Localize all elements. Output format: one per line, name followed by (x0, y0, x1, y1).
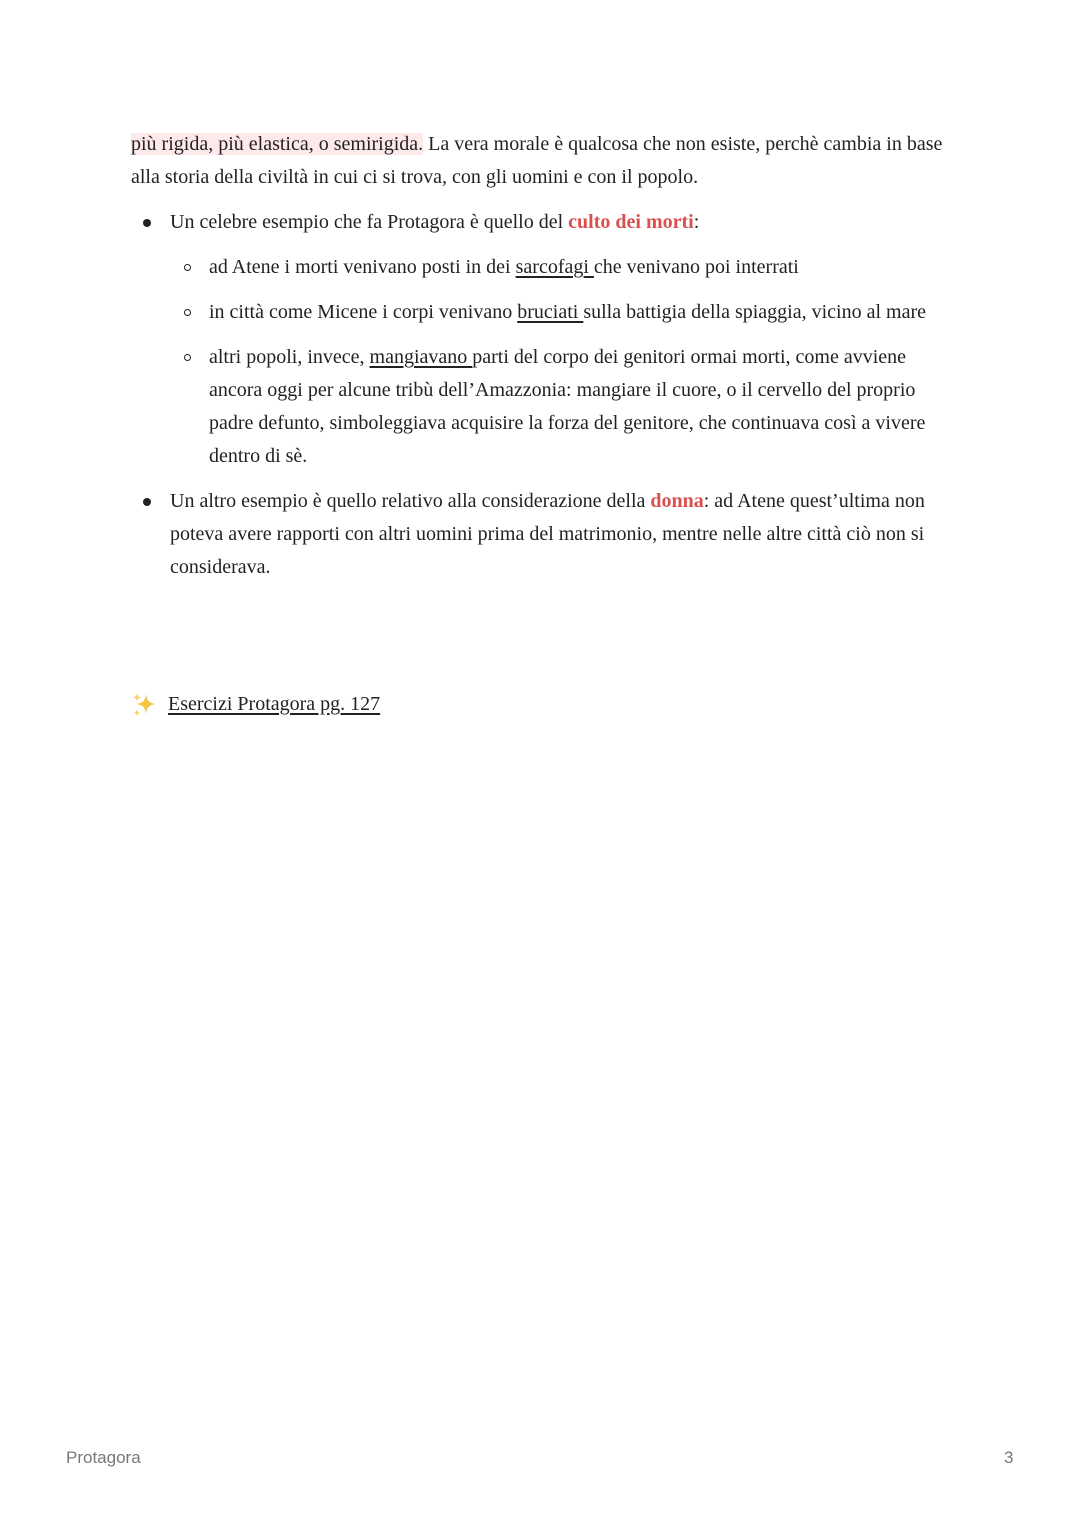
hollow-bullet-icon (184, 309, 191, 316)
highlighted-text: più rigida, più elastica, o semirigida. (131, 133, 424, 155)
sub-item-text: ad Atene i morti venivano posti in dei (209, 256, 516, 278)
sub-list (170, 251, 961, 473)
footer-title: Protagora (66, 1448, 141, 1467)
exercise-link[interactable]: Esercizi Protagora pg. 127 (168, 693, 381, 715)
sub-item-text: in città come Micene i corpi venivano (209, 301, 518, 323)
list-item-text: Un celebre esempio che fa Protagora è quello del (170, 211, 569, 233)
sparkles-icon (131, 691, 159, 719)
sub-item-text-end: sulla battigia della spiaggia, vicino al mare (583, 301, 926, 323)
exercise-row (131, 688, 380, 721)
sub-item-text-end: che venivano poi interrati (593, 256, 799, 278)
intro-paragraph (131, 128, 961, 194)
bullet-dot-icon (143, 219, 151, 227)
hollow-bullet-icon (184, 264, 191, 271)
list-item-culto-dei-morti (131, 206, 961, 473)
list-item-text: Un altro esempio è quello relativo alla considerazione della (170, 490, 651, 512)
list-item-text-end: : (693, 211, 700, 233)
sub-item-text-end: parti del corpo dei genitori ormai morti, come avviene ancora oggi per alcune tribù dell’Amazzonia: mangiare il cuore, o il cervello del proprio padre defunto, simboleggiava acquisire la forza del genitore, che continuava così a vivere dentro di sè. (209, 346, 926, 467)
sub-item-atene (170, 251, 961, 284)
underlined-sarcofagi: sarcofagi (515, 256, 594, 278)
emphasis-donna: donna (650, 490, 704, 512)
sub-item-text: altri popoli, invece, (209, 346, 370, 368)
list-item-text-end: : ad Atene quest’ultima non poteva avere rapporti con altri uomini prima del matrimonio, mentre nelle altre città ciò non si considerava. (170, 490, 925, 578)
sub-item-micene (170, 296, 961, 329)
sub-item-altri-popoli (170, 341, 961, 473)
list-item-donna (131, 485, 961, 584)
emphasis-culto-dei-morti: culto dei morti (568, 211, 694, 233)
underlined-mangiavano: mangiavano (369, 346, 473, 368)
page-number: 3 (1004, 1448, 1014, 1467)
hollow-bullet-icon (184, 354, 191, 361)
bullet-dot-icon (143, 498, 151, 506)
document-body (131, 128, 961, 596)
underlined-bruciati: bruciati (517, 301, 584, 323)
bullet-list (131, 206, 961, 584)
intro-text: La vera morale è qualcosa che non esiste, perchè cambia in base alla storia della civiltà in cui ci si trova, con gli uomini e con il popolo. (131, 133, 943, 188)
